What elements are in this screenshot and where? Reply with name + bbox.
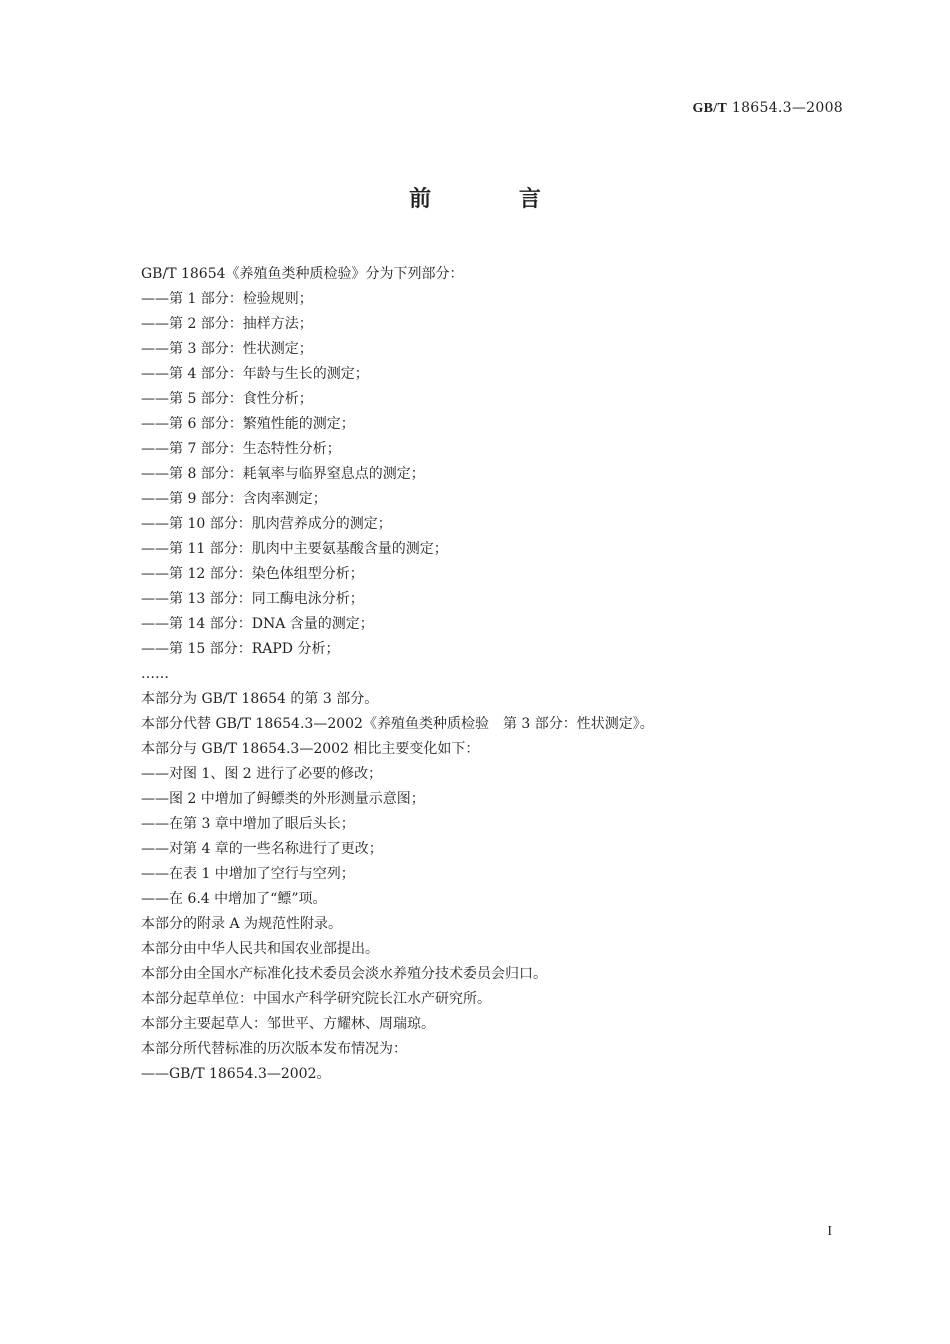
body-line: ——第 9 部分：含肉率测定；: [141, 491, 327, 507]
body-line: ——第 5 部分：食性分析；: [141, 391, 313, 407]
body-line: ——第 7 部分：生态特性分析；: [141, 441, 341, 457]
body-line: ——在第 3 章中增加了眼后头长；: [141, 816, 355, 832]
standard-number: 18654.3—2008: [731, 100, 843, 116]
body-line: 本部分代替 GB/T 18654.3—2002《养殖鱼类种质检验 第 3 部分：性状测定》。: [141, 716, 654, 732]
body-line: ——对图 1、图 2 进行了必要的修改；: [141, 766, 383, 782]
body-line: ——第 14 部分：DNA 含量的测定；: [141, 616, 374, 632]
page-title: 前 言: [409, 187, 581, 212]
body-line: 本部分所代替标准的历次版本发布情况为：: [141, 1041, 407, 1057]
body-line: ——对第 4 章的一些名称进行了更改；: [141, 841, 383, 857]
body-line: 本部分由全国水产标准化技术委员会淡水养殖分技术委员会归口。: [141, 966, 547, 982]
body-line: ——图 2 中增加了鲟鳔类的外形测量示意图；: [141, 791, 425, 807]
body-line: ——第 3 部分：性状测定；: [141, 341, 313, 357]
body-line: ——第 12 部分：染色体组型分析；: [141, 566, 364, 582]
body-line: ——第 15 部分：RAPD 分析；: [141, 641, 340, 657]
body-line: 本部分为 GB/T 18654 的第 3 部分。: [141, 691, 379, 707]
document-code: [692, 100, 843, 117]
foreword-body: [141, 262, 861, 1087]
body-line: ——第 4 部分：年龄与生长的测定；: [141, 366, 369, 382]
body-line: ——第 8 部分：耗氧率与临界窒息点的测定；: [141, 466, 425, 482]
body-line: 本部分的附录 A 为规范性附录。: [141, 916, 343, 932]
body-line: 本部分由中华人民共和国农业部提出。: [141, 941, 379, 957]
body-line: ——第 10 部分：肌肉营养成分的测定；: [141, 516, 392, 532]
body-line: 本部分与 GB/T 18654.3—2002 相比主要变化如下：: [141, 741, 480, 757]
body-line: 本部分主要起草人：邹世平、方耀林、周瑞琼。: [141, 1016, 435, 1032]
body-line: GB/T 18654《养殖鱼类种质检验》分为下列部分：: [141, 266, 464, 282]
body-line: ——第 11 部分：肌肉中主要氨基酸含量的测定；: [141, 541, 448, 557]
body-line: ——GB/T 18654.3—2002。: [141, 1066, 331, 1082]
body-line: ——第 1 部分：检验规则；: [141, 291, 313, 307]
body-line: ——第 2 部分：抽样方法；: [141, 316, 313, 332]
standard-prefix: GB/T: [692, 101, 728, 116]
body-line: ——第 6 部分：繁殖性能的测定；: [141, 416, 355, 432]
body-line: 本部分起草单位：中国水产科学研究院长江水产研究所。: [141, 991, 491, 1007]
body-line: ——第 13 部分：同工酶电泳分析；: [141, 591, 364, 607]
body-line: ……: [141, 666, 169, 682]
page-number: I: [827, 1224, 832, 1239]
body-line: ——在表 1 中增加了空行与空列；: [141, 866, 355, 882]
body-line: ——在 6.4 中增加了“鳔”项。: [141, 891, 327, 907]
